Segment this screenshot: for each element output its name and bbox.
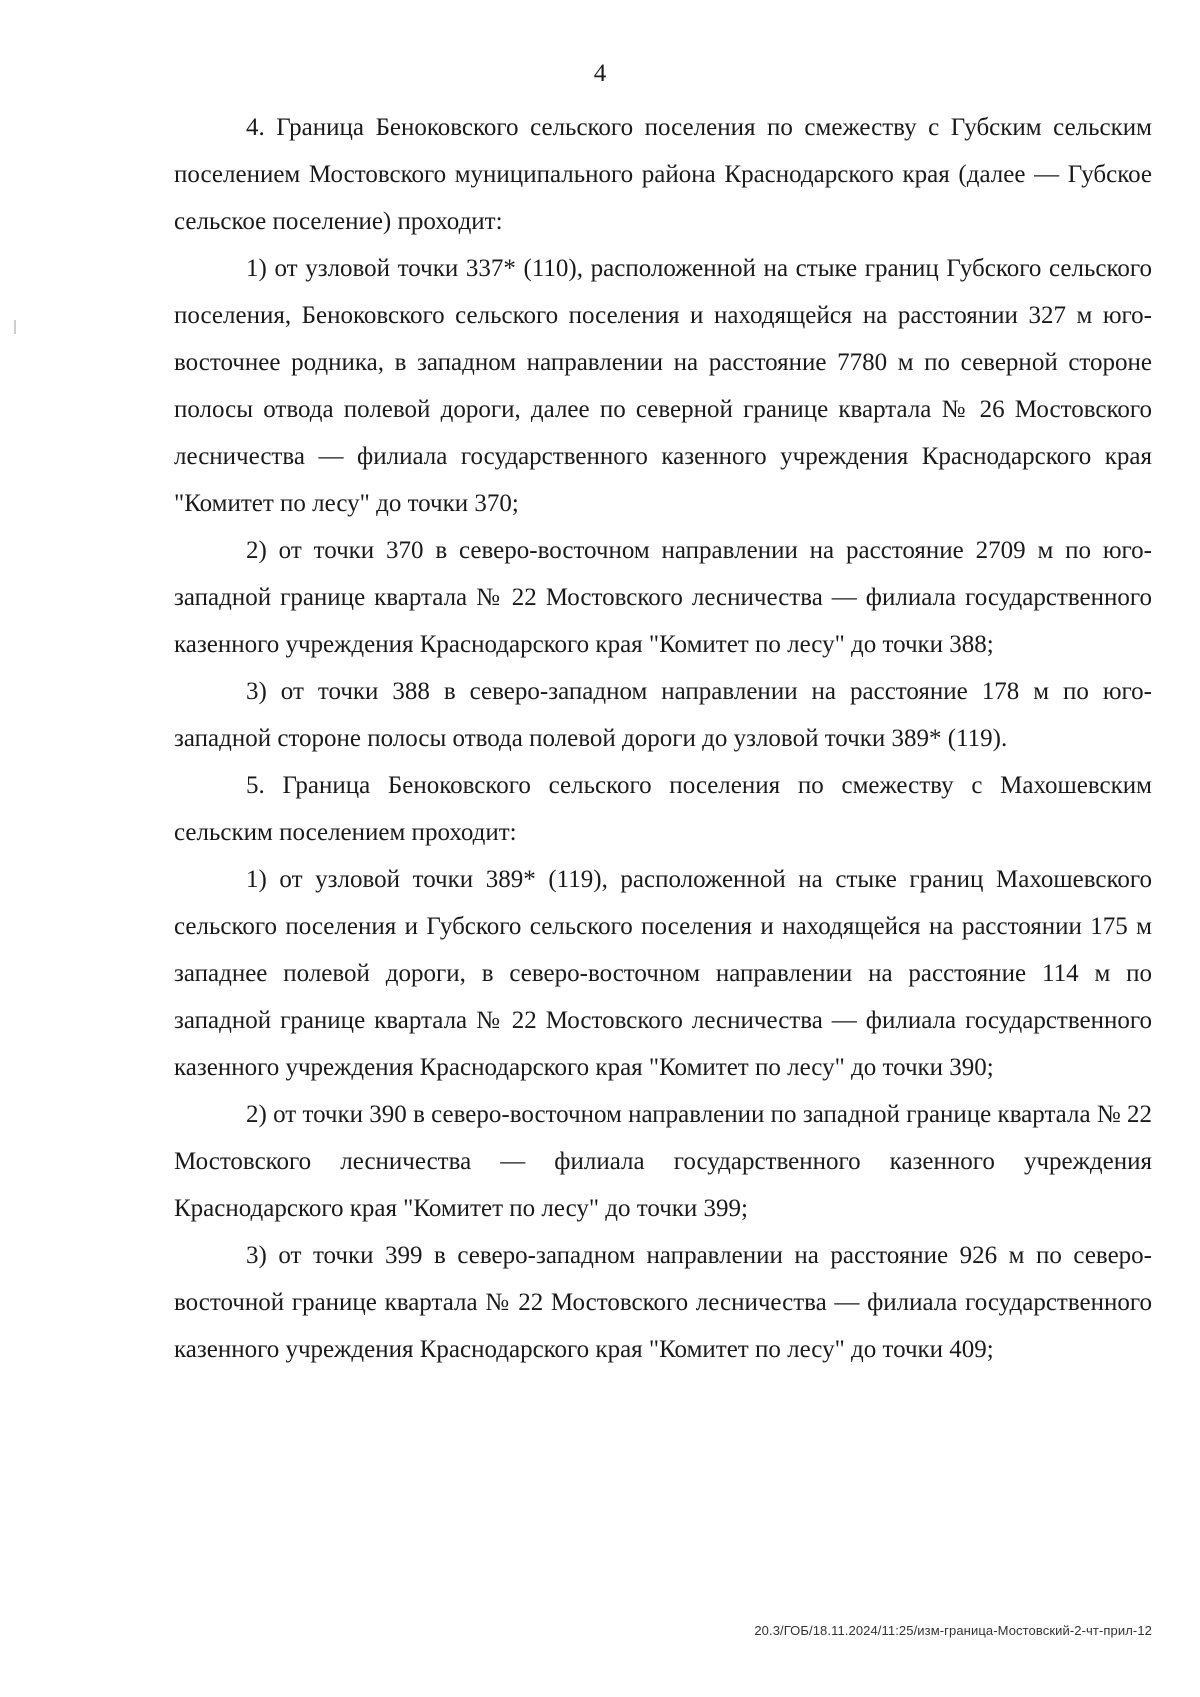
section-5-item-3: 3) от точки 399 в северо-западном направлении на расстояние 926 м по северо-восточной границе квартала № 22 Мостовского лесничества — филиала государственного казенного учреждения Краснодарского края "Комитет по лесу" до точки 409; xyxy=(174,1242,1152,1363)
document-body xyxy=(174,104,1152,1373)
scan-margin-mark xyxy=(14,320,16,334)
section-4-item-3: 3) от точки 388 в северо-западном направлении на расстояние 178 м по юго-западной стороне полосы отвода полевой дороги до узловой точки 389* (119). xyxy=(174,678,1152,752)
section-4-item-2: 2) от точки 370 в северо-восточном направлении на расстояние 2709 м по юго-западной границе квартала № 22 Мостовского лесничества — филиала государственного казенного учреждения Краснодарского края "Комитет по лесу" до точки 388; xyxy=(174,537,1152,658)
section-5-item-1: 1) от узловой точки 389* (119), расположенной на стыке границ Махошевского сельского поселения и Губского сельского поселения и находящейся на расстоянии 175 м западнее полевой дороги, в северо-восточном направлении на расстояние 114 м по западной границе квартала № 22 Мостовского лесничества — филиала государственного казенного учреждения Краснодарского края "Комитет по лесу" до точки 390; xyxy=(174,866,1152,1081)
page-number: 4 xyxy=(593,60,607,87)
section-4-item-1: 1) от узловой точки 337* (110), расположенной на стыке границ Губского сельского поселения, Беноковского сельского поселения и находящейся на расстоянии 327 м юго-восточнее родника, в западном направлении на расстояние 7780 м по северной стороне полосы отвода полевой дороги, далее по северной границе квартала № 26 Мостовского лесничества — филиала государственного казенного учреждения Краснодарского края "Комитет по лесу" до точки 370; xyxy=(174,255,1152,517)
section-4-heading: 4. Граница Беноковского сельского поселения по смежеству с Губским сельским поселением Мостовского муниципального района Краснодарского края (далее — Губское сельское поселение) проходит: xyxy=(174,114,1152,235)
section-5-heading: 5. Граница Беноковского сельского поселения по смежеству с Махошевским сельским поселением проходит: xyxy=(174,772,1152,846)
section-5-item-2: 2) от точки 390 в северо-восточном направлении по западной границе квартала № 22 Мостовского лесничества — филиала государственного казенного учреждения Краснодарского края "Комитет по лесу" до точки 399; xyxy=(174,1101,1152,1222)
footer-document-code: 20.3/ГОБ/18.11.2024/11:25/изм-граница-Мостовский-2-чт-прил-12 xyxy=(754,1623,1152,1638)
